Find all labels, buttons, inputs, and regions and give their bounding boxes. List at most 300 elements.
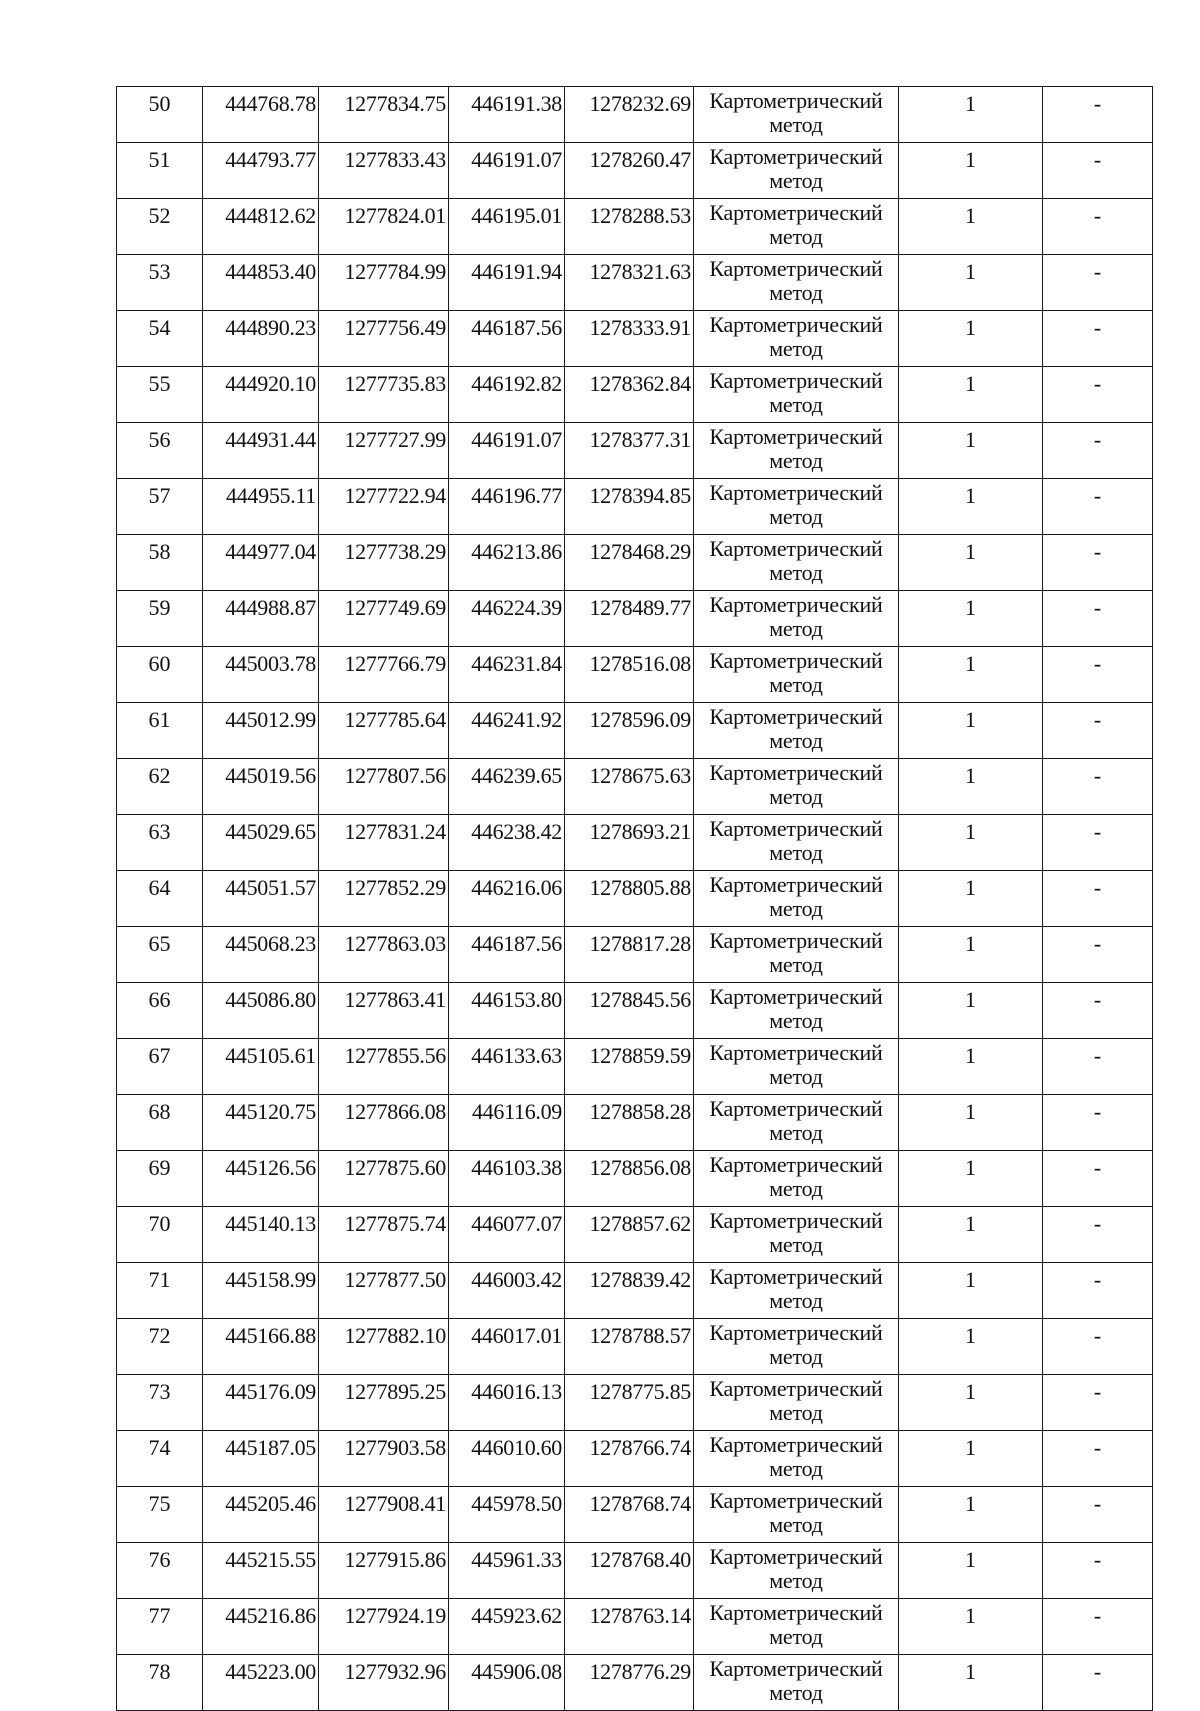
method-line-2: метод [769, 1344, 823, 1369]
point-number-cell: 61 [117, 703, 203, 759]
note-cell: - [1043, 199, 1153, 255]
accuracy-cell: 1 [899, 367, 1043, 423]
accuracy-cell: 1 [899, 199, 1043, 255]
accuracy-cell: 1 [899, 983, 1043, 1039]
coordinates-table [116, 86, 1153, 1711]
y-new-cell: 1278288.53 [565, 199, 694, 255]
point-number-cell: 73 [117, 1375, 203, 1431]
y-existing-cell: 1277738.29 [319, 535, 449, 591]
method-cell [694, 1207, 899, 1263]
method-line-2: метод [769, 672, 823, 697]
method-cell [694, 1319, 899, 1375]
table-row [117, 367, 1153, 423]
y-new-cell: 1278859.59 [565, 1039, 694, 1095]
accuracy-cell: 1 [899, 1263, 1043, 1319]
x-new-cell: 446103.38 [449, 1151, 565, 1207]
y-new-cell: 1278805.88 [565, 871, 694, 927]
table-row [117, 1599, 1153, 1655]
y-existing-cell: 1277863.03 [319, 927, 449, 983]
table-row [117, 1039, 1153, 1095]
point-number-cell: 60 [117, 647, 203, 703]
method-cell [694, 591, 899, 647]
note-cell: - [1043, 255, 1153, 311]
y-new-cell: 1278394.85 [565, 479, 694, 535]
y-new-cell: 1278489.77 [565, 591, 694, 647]
method-cell [694, 311, 899, 367]
method-line-2: метод [769, 784, 823, 809]
accuracy-cell: 1 [899, 591, 1043, 647]
x-new-cell: 446238.42 [449, 815, 565, 871]
x-new-cell: 446010.60 [449, 1431, 565, 1487]
x-existing-cell: 445120.75 [203, 1095, 319, 1151]
method-line-2: метод [769, 1176, 823, 1201]
y-existing-cell: 1277855.56 [319, 1039, 449, 1095]
table-row [117, 1319, 1153, 1375]
method-line-1: Картометрический [709, 648, 883, 673]
y-new-cell: 1278839.42 [565, 1263, 694, 1319]
table-row [117, 1655, 1153, 1711]
method-line-1: Картометрический [709, 1656, 883, 1681]
accuracy-cell: 1 [899, 87, 1043, 143]
x-new-cell: 446016.13 [449, 1375, 565, 1431]
table-row [117, 143, 1153, 199]
method-line-2: метод [769, 560, 823, 585]
method-line-1: Картометрический [709, 928, 883, 953]
x-existing-cell: 445029.65 [203, 815, 319, 871]
point-number-cell: 62 [117, 759, 203, 815]
method-line-1: Картометрический [709, 1152, 883, 1177]
table-row [117, 1151, 1153, 1207]
table-row [117, 591, 1153, 647]
x-existing-cell: 444977.04 [203, 535, 319, 591]
accuracy-cell: 1 [899, 479, 1043, 535]
point-number-cell: 50 [117, 87, 203, 143]
x-existing-cell: 444955.11 [203, 479, 319, 535]
accuracy-cell: 1 [899, 871, 1043, 927]
method-cell [694, 479, 899, 535]
point-number-cell: 51 [117, 143, 203, 199]
method-cell [694, 927, 899, 983]
table-row [117, 703, 1153, 759]
x-new-cell: 445961.33 [449, 1543, 565, 1599]
y-new-cell: 1278788.57 [565, 1319, 694, 1375]
point-number-cell: 67 [117, 1039, 203, 1095]
x-new-cell: 446195.01 [449, 199, 565, 255]
x-new-cell: 446003.42 [449, 1263, 565, 1319]
y-new-cell: 1278333.91 [565, 311, 694, 367]
y-new-cell: 1278260.47 [565, 143, 694, 199]
x-existing-cell: 445019.56 [203, 759, 319, 815]
table-row [117, 87, 1153, 143]
x-new-cell: 446116.09 [449, 1095, 565, 1151]
method-line-2: метод [769, 840, 823, 865]
method-cell [694, 87, 899, 143]
table-row [117, 1431, 1153, 1487]
method-line-1: Картометрический [709, 1096, 883, 1121]
method-line-2: метод [769, 896, 823, 921]
note-cell: - [1043, 983, 1153, 1039]
table-row [117, 199, 1153, 255]
y-existing-cell: 1277863.41 [319, 983, 449, 1039]
accuracy-cell: 1 [899, 143, 1043, 199]
x-existing-cell: 445140.13 [203, 1207, 319, 1263]
table-row [117, 311, 1153, 367]
method-cell [694, 143, 899, 199]
y-new-cell: 1278768.74 [565, 1487, 694, 1543]
x-new-cell: 446133.63 [449, 1039, 565, 1095]
method-cell [694, 1599, 899, 1655]
accuracy-cell: 1 [899, 927, 1043, 983]
table-row [117, 1263, 1153, 1319]
x-new-cell: 446153.80 [449, 983, 565, 1039]
method-cell [694, 1487, 899, 1543]
y-existing-cell: 1277749.69 [319, 591, 449, 647]
x-new-cell: 446191.38 [449, 87, 565, 143]
y-existing-cell: 1277915.86 [319, 1543, 449, 1599]
note-cell: - [1043, 1431, 1153, 1487]
method-line-1: Картометрический [709, 1264, 883, 1289]
accuracy-cell: 1 [899, 1207, 1043, 1263]
method-line-1: Картометрический [709, 536, 883, 561]
point-number-cell: 71 [117, 1263, 203, 1319]
method-cell [694, 815, 899, 871]
method-line-2: метод [769, 280, 823, 305]
y-existing-cell: 1277833.43 [319, 143, 449, 199]
table-row [117, 423, 1153, 479]
note-cell: - [1043, 1319, 1153, 1375]
note-cell: - [1043, 143, 1153, 199]
x-new-cell: 446231.84 [449, 647, 565, 703]
y-new-cell: 1278377.31 [565, 423, 694, 479]
table-row [117, 1375, 1153, 1431]
point-number-cell: 68 [117, 1095, 203, 1151]
y-existing-cell: 1277727.99 [319, 423, 449, 479]
x-existing-cell: 445068.23 [203, 927, 319, 983]
method-line-1: Картометрический [709, 256, 883, 281]
method-line-2: метод [769, 616, 823, 641]
method-line-2: метод [769, 1232, 823, 1257]
y-existing-cell: 1277756.49 [319, 311, 449, 367]
table-row [117, 647, 1153, 703]
x-new-cell: 446191.07 [449, 423, 565, 479]
method-cell [694, 1375, 899, 1431]
point-number-cell: 77 [117, 1599, 203, 1655]
accuracy-cell: 1 [899, 1039, 1043, 1095]
y-existing-cell: 1277932.96 [319, 1655, 449, 1711]
x-new-cell: 445978.50 [449, 1487, 565, 1543]
x-existing-cell: 445176.09 [203, 1375, 319, 1431]
method-line-2: метод [769, 1568, 823, 1593]
x-existing-cell: 445086.80 [203, 983, 319, 1039]
y-new-cell: 1278321.63 [565, 255, 694, 311]
method-line-2: метод [769, 1456, 823, 1481]
y-existing-cell: 1277877.50 [319, 1263, 449, 1319]
note-cell: - [1043, 1095, 1153, 1151]
accuracy-cell: 1 [899, 311, 1043, 367]
accuracy-cell: 1 [899, 535, 1043, 591]
y-existing-cell: 1277766.79 [319, 647, 449, 703]
x-existing-cell: 444890.23 [203, 311, 319, 367]
table-row [117, 479, 1153, 535]
y-new-cell: 1278768.40 [565, 1543, 694, 1599]
method-line-2: метод [769, 504, 823, 529]
method-cell [694, 1655, 899, 1711]
method-line-2: метод [769, 336, 823, 361]
point-number-cell: 78 [117, 1655, 203, 1711]
note-cell: - [1043, 87, 1153, 143]
point-number-cell: 59 [117, 591, 203, 647]
y-existing-cell: 1277895.25 [319, 1375, 449, 1431]
accuracy-cell: 1 [899, 1487, 1043, 1543]
x-new-cell: 446213.86 [449, 535, 565, 591]
note-cell: - [1043, 1599, 1153, 1655]
note-cell: - [1043, 647, 1153, 703]
x-existing-cell: 444931.44 [203, 423, 319, 479]
note-cell: - [1043, 423, 1153, 479]
note-cell: - [1043, 927, 1153, 983]
y-new-cell: 1278776.29 [565, 1655, 694, 1711]
point-number-cell: 72 [117, 1319, 203, 1375]
method-line-1: Картометрический [709, 1376, 883, 1401]
method-line-1: Картометрический [709, 1040, 883, 1065]
method-cell [694, 535, 899, 591]
y-new-cell: 1278763.14 [565, 1599, 694, 1655]
x-existing-cell: 445003.78 [203, 647, 319, 703]
accuracy-cell: 1 [899, 255, 1043, 311]
y-new-cell: 1278845.56 [565, 983, 694, 1039]
y-existing-cell: 1277807.56 [319, 759, 449, 815]
method-cell [694, 1039, 899, 1095]
note-cell: - [1043, 1655, 1153, 1711]
method-cell [694, 199, 899, 255]
method-cell [694, 1543, 899, 1599]
method-line-2: метод [769, 392, 823, 417]
point-number-cell: 69 [117, 1151, 203, 1207]
method-line-2: метод [769, 1624, 823, 1649]
point-number-cell: 74 [117, 1431, 203, 1487]
y-existing-cell: 1277908.41 [319, 1487, 449, 1543]
method-cell [694, 255, 899, 311]
y-new-cell: 1278858.28 [565, 1095, 694, 1151]
method-line-1: Картометрический [709, 1320, 883, 1345]
x-existing-cell: 445105.61 [203, 1039, 319, 1095]
x-existing-cell: 445051.57 [203, 871, 319, 927]
x-existing-cell: 444768.78 [203, 87, 319, 143]
method-line-2: метод [769, 1400, 823, 1425]
point-number-cell: 53 [117, 255, 203, 311]
table-row [117, 255, 1153, 311]
accuracy-cell: 1 [899, 1599, 1043, 1655]
x-new-cell: 445906.08 [449, 1655, 565, 1711]
x-existing-cell: 444920.10 [203, 367, 319, 423]
method-cell [694, 647, 899, 703]
x-existing-cell: 445126.56 [203, 1151, 319, 1207]
method-line-1: Картометрический [709, 1600, 883, 1625]
method-line-1: Картометрический [709, 1544, 883, 1569]
x-new-cell: 446192.82 [449, 367, 565, 423]
table-row [117, 1207, 1153, 1263]
accuracy-cell: 1 [899, 1151, 1043, 1207]
y-new-cell: 1278362.84 [565, 367, 694, 423]
table-body [117, 87, 1153, 1711]
x-existing-cell: 445158.99 [203, 1263, 319, 1319]
table-row [117, 1095, 1153, 1151]
x-existing-cell: 445166.88 [203, 1319, 319, 1375]
method-line-1: Картометрический [709, 480, 883, 505]
note-cell: - [1043, 1151, 1153, 1207]
method-line-2: метод [769, 448, 823, 473]
table-row [117, 1543, 1153, 1599]
accuracy-cell: 1 [899, 423, 1043, 479]
method-cell [694, 703, 899, 759]
y-new-cell: 1278766.74 [565, 1431, 694, 1487]
method-cell [694, 871, 899, 927]
point-number-cell: 52 [117, 199, 203, 255]
y-existing-cell: 1277834.75 [319, 87, 449, 143]
accuracy-cell: 1 [899, 1655, 1043, 1711]
y-existing-cell: 1277882.10 [319, 1319, 449, 1375]
x-existing-cell: 445205.46 [203, 1487, 319, 1543]
y-new-cell: 1278675.63 [565, 759, 694, 815]
y-existing-cell: 1277824.01 [319, 199, 449, 255]
point-number-cell: 76 [117, 1543, 203, 1599]
method-line-1: Картометрический [709, 816, 883, 841]
method-cell [694, 367, 899, 423]
note-cell: - [1043, 815, 1153, 871]
y-existing-cell: 1277866.08 [319, 1095, 449, 1151]
point-number-cell: 58 [117, 535, 203, 591]
method-line-2: метод [769, 1120, 823, 1145]
x-existing-cell: 444793.77 [203, 143, 319, 199]
x-new-cell: 446191.07 [449, 143, 565, 199]
y-new-cell: 1278857.62 [565, 1207, 694, 1263]
method-line-1: Картометрический [709, 1488, 883, 1513]
x-new-cell: 446191.94 [449, 255, 565, 311]
x-new-cell: 446216.06 [449, 871, 565, 927]
y-new-cell: 1278817.28 [565, 927, 694, 983]
table-row [117, 1487, 1153, 1543]
method-line-2: метод [769, 1008, 823, 1033]
method-line-1: Картометрический [709, 200, 883, 225]
method-line-2: метод [769, 1680, 823, 1705]
method-line-1: Картометрический [709, 704, 883, 729]
y-existing-cell: 1277831.24 [319, 815, 449, 871]
note-cell: - [1043, 759, 1153, 815]
method-cell [694, 759, 899, 815]
x-new-cell: 446224.39 [449, 591, 565, 647]
y-existing-cell: 1277852.29 [319, 871, 449, 927]
note-cell: - [1043, 311, 1153, 367]
accuracy-cell: 1 [899, 815, 1043, 871]
note-cell: - [1043, 703, 1153, 759]
y-new-cell: 1278693.21 [565, 815, 694, 871]
y-existing-cell: 1277722.94 [319, 479, 449, 535]
method-cell [694, 1263, 899, 1319]
note-cell: - [1043, 1543, 1153, 1599]
method-cell [694, 1095, 899, 1151]
y-new-cell: 1278856.08 [565, 1151, 694, 1207]
x-new-cell: 446239.65 [449, 759, 565, 815]
y-existing-cell: 1277785.64 [319, 703, 449, 759]
method-line-1: Картометрический [709, 144, 883, 169]
accuracy-cell: 1 [899, 703, 1043, 759]
note-cell: - [1043, 1487, 1153, 1543]
point-number-cell: 55 [117, 367, 203, 423]
y-new-cell: 1278516.08 [565, 647, 694, 703]
point-number-cell: 66 [117, 983, 203, 1039]
note-cell: - [1043, 1039, 1153, 1095]
y-new-cell: 1278468.29 [565, 535, 694, 591]
point-number-cell: 75 [117, 1487, 203, 1543]
note-cell: - [1043, 479, 1153, 535]
accuracy-cell: 1 [899, 1543, 1043, 1599]
method-line-2: метод [769, 1064, 823, 1089]
point-number-cell: 65 [117, 927, 203, 983]
point-number-cell: 64 [117, 871, 203, 927]
method-line-2: метод [769, 1288, 823, 1313]
y-existing-cell: 1277784.99 [319, 255, 449, 311]
method-line-2: метод [769, 224, 823, 249]
x-existing-cell: 444988.87 [203, 591, 319, 647]
method-line-1: Картометрический [709, 1208, 883, 1233]
accuracy-cell: 1 [899, 1375, 1043, 1431]
method-line-1: Картометрический [709, 592, 883, 617]
note-cell: - [1043, 535, 1153, 591]
table-row [117, 815, 1153, 871]
x-new-cell: 446196.77 [449, 479, 565, 535]
method-line-1: Картометрический [709, 368, 883, 393]
x-existing-cell: 445223.00 [203, 1655, 319, 1711]
note-cell: - [1043, 871, 1153, 927]
accuracy-cell: 1 [899, 759, 1043, 815]
note-cell: - [1043, 1207, 1153, 1263]
note-cell: - [1043, 1375, 1153, 1431]
method-line-2: метод [769, 728, 823, 753]
x-new-cell: 446077.07 [449, 1207, 565, 1263]
note-cell: - [1043, 367, 1153, 423]
x-existing-cell: 444853.40 [203, 255, 319, 311]
method-line-1: Картометрический [709, 88, 883, 113]
y-existing-cell: 1277875.74 [319, 1207, 449, 1263]
method-line-1: Картометрический [709, 424, 883, 449]
x-new-cell: 445923.62 [449, 1599, 565, 1655]
y-new-cell: 1278596.09 [565, 703, 694, 759]
x-existing-cell: 445216.86 [203, 1599, 319, 1655]
method-cell [694, 1151, 899, 1207]
y-existing-cell: 1277924.19 [319, 1599, 449, 1655]
table-row [117, 759, 1153, 815]
method-line-1: Картометрический [709, 1432, 883, 1457]
x-existing-cell: 445215.55 [203, 1543, 319, 1599]
x-new-cell: 446241.92 [449, 703, 565, 759]
method-line-1: Картометрический [709, 984, 883, 1009]
x-new-cell: 446187.56 [449, 311, 565, 367]
x-existing-cell: 445187.05 [203, 1431, 319, 1487]
table-row [117, 871, 1153, 927]
table-row [117, 983, 1153, 1039]
point-number-cell: 54 [117, 311, 203, 367]
x-existing-cell: 445012.99 [203, 703, 319, 759]
accuracy-cell: 1 [899, 647, 1043, 703]
y-existing-cell: 1277875.60 [319, 1151, 449, 1207]
method-line-1: Картометрический [709, 760, 883, 785]
point-number-cell: 63 [117, 815, 203, 871]
accuracy-cell: 1 [899, 1319, 1043, 1375]
point-number-cell: 56 [117, 423, 203, 479]
point-number-cell: 70 [117, 1207, 203, 1263]
table-row [117, 927, 1153, 983]
y-existing-cell: 1277735.83 [319, 367, 449, 423]
